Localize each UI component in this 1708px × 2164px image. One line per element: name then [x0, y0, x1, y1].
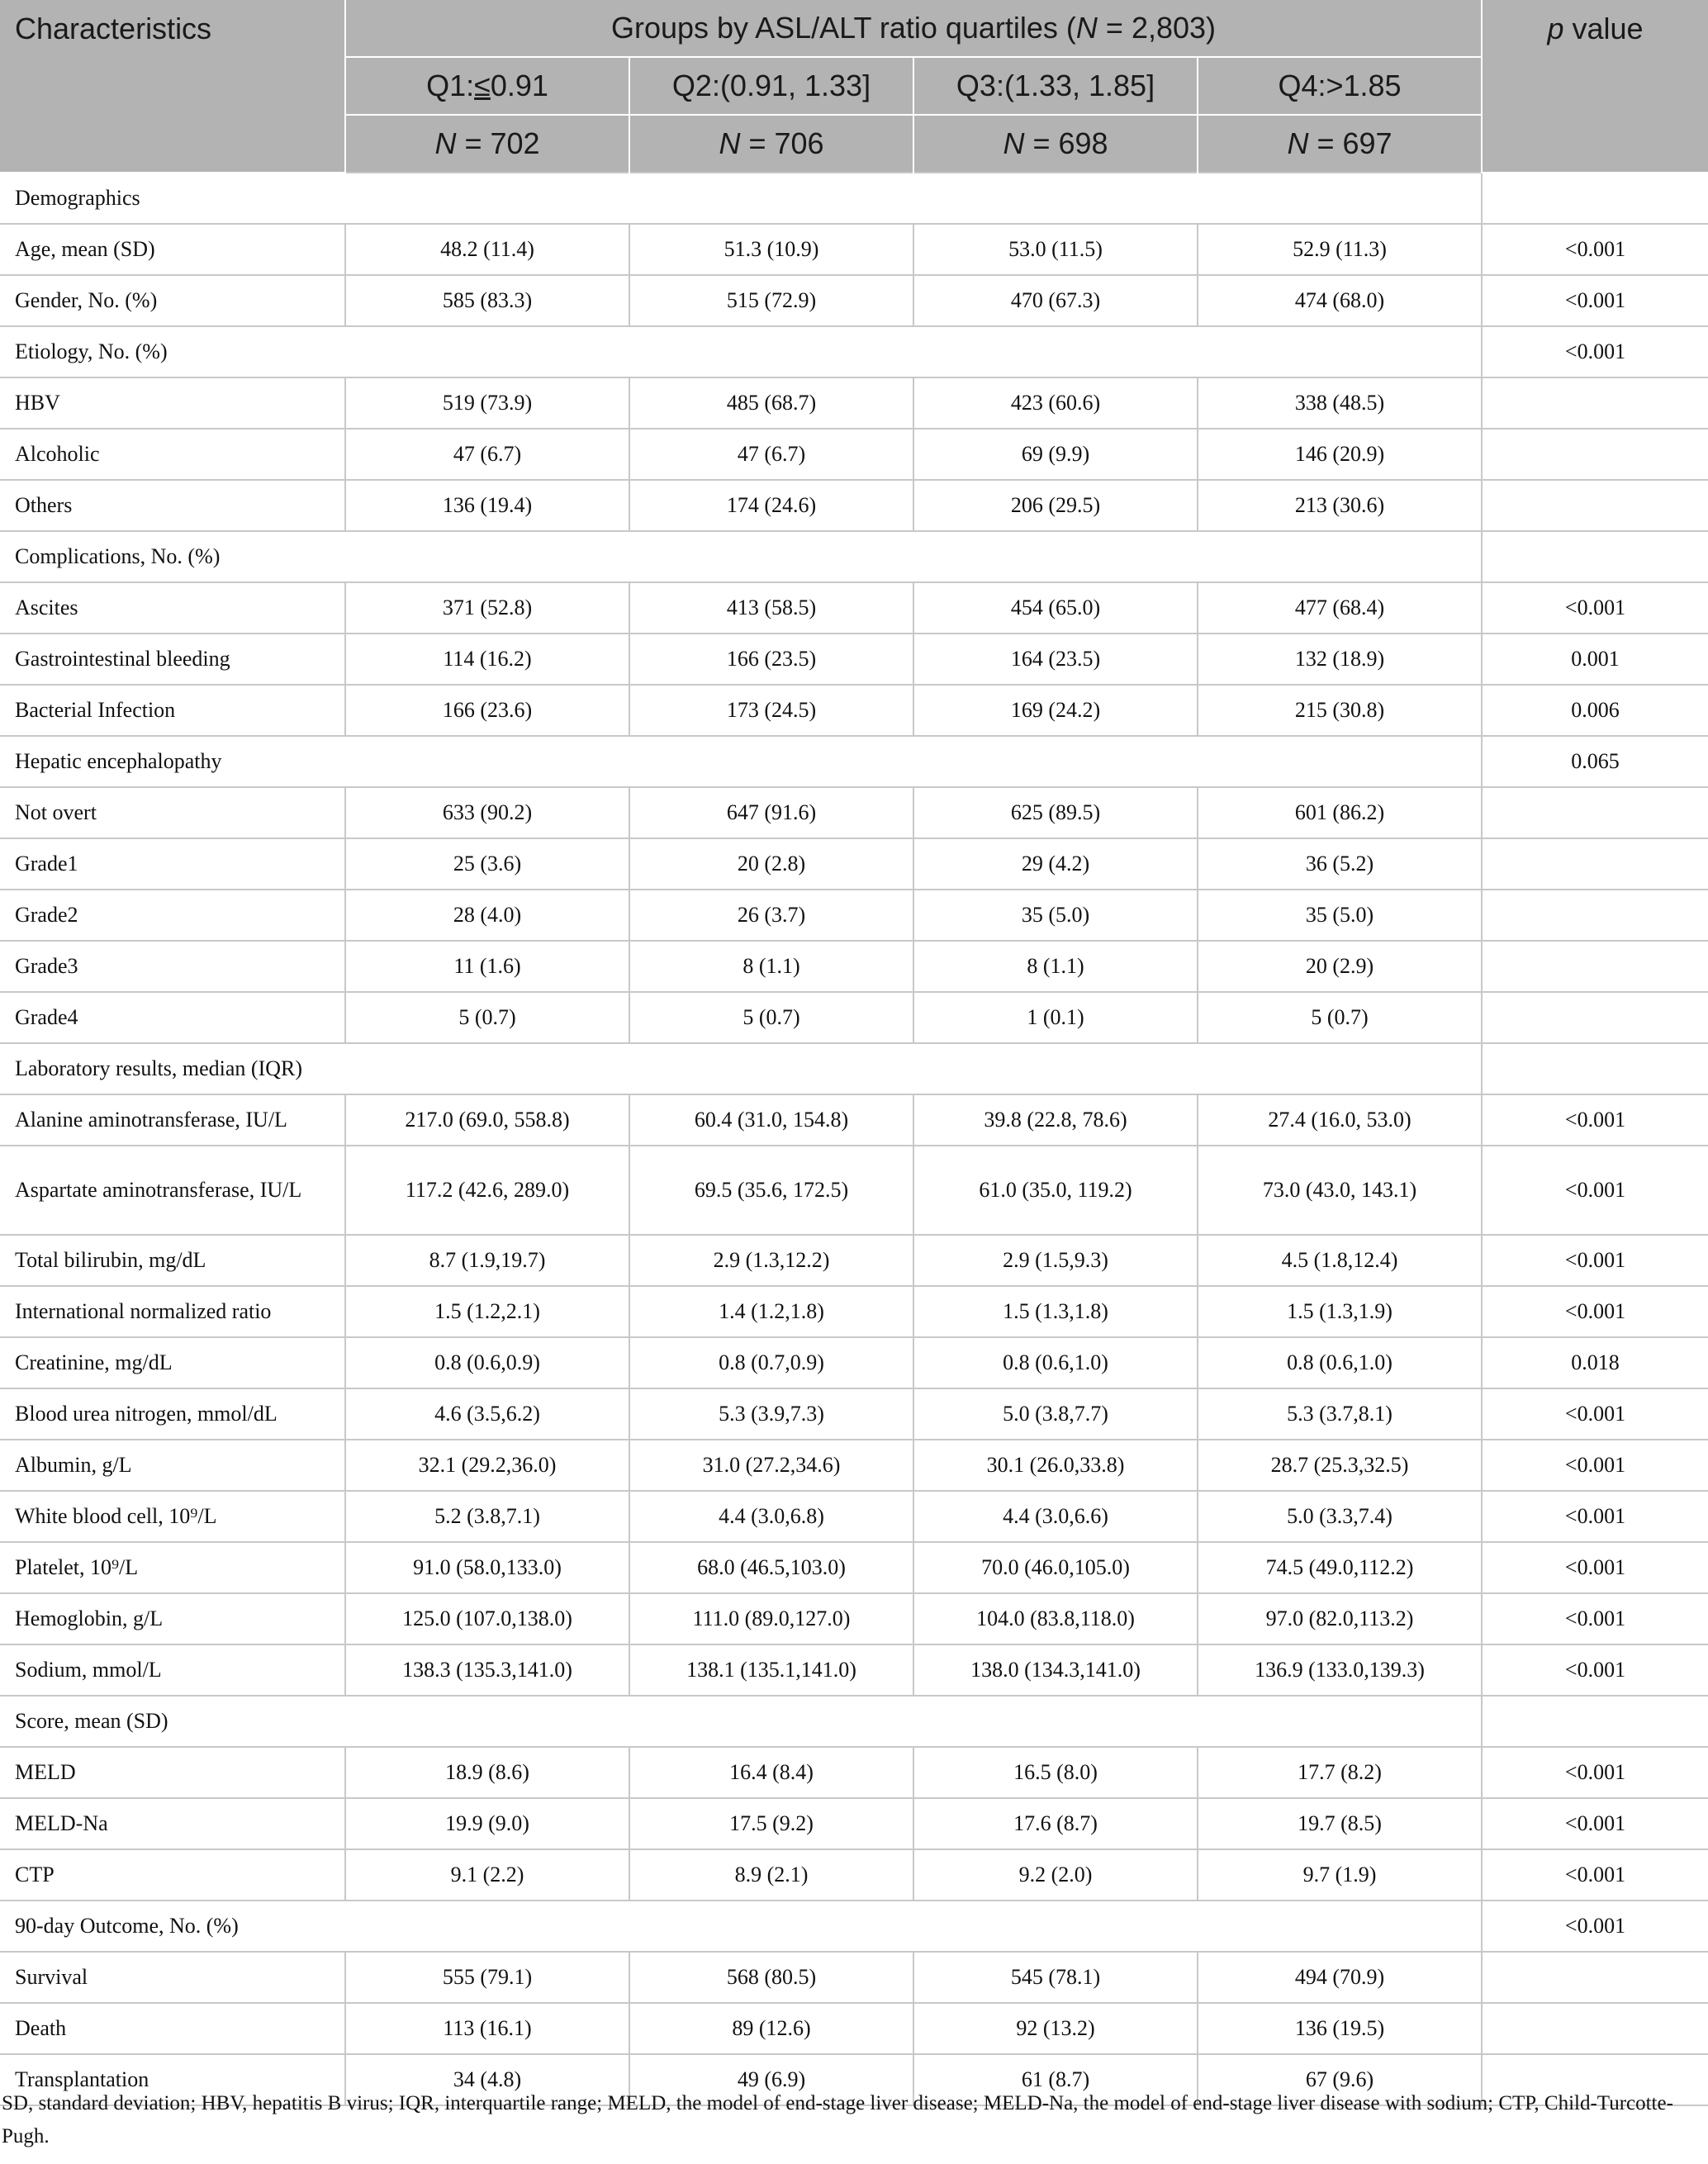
p-value-cell	[1482, 429, 1708, 480]
value-cell-q1: 34 (4.8)	[345, 2054, 629, 2105]
value-cell-q2: 568 (80.5)	[629, 1952, 913, 2003]
table-row	[0, 992, 1708, 1043]
value-cell-q2: 173 (24.5)	[629, 685, 913, 736]
value-cell-q2: 8 (1.1)	[629, 941, 913, 992]
table-row	[0, 1440, 1708, 1491]
value-cell-q1: 91.0 (58.0,133.0)	[345, 1542, 629, 1593]
p-value-cell	[1482, 838, 1708, 890]
value-cell-q2: 2.9 (1.3,12.2)	[629, 1235, 913, 1286]
value-cell-q1: 633 (90.2)	[345, 787, 629, 838]
value-cell-q4: 5 (0.7)	[1198, 992, 1482, 1043]
row-label: Total bilirubin, mg/dL	[0, 1235, 345, 1286]
value-cell-q2: 5.3 (3.9,7.3)	[629, 1388, 913, 1440]
p-value-cell: 0.018	[1482, 1337, 1708, 1388]
row-label: MELD	[0, 1747, 345, 1798]
row-label: Grade1	[0, 838, 345, 890]
value-cell-q1: 25 (3.6)	[345, 838, 629, 890]
value-cell-q2: 1.4 (1.2,1.8)	[629, 1286, 913, 1337]
value-cell-q2: 4.4 (3.0,6.8)	[629, 1491, 913, 1542]
section-row	[0, 326, 1708, 377]
header-quartile-q2: Q2:(0.91, 1.33]	[629, 57, 913, 115]
value-cell-q1: 47 (6.7)	[345, 429, 629, 480]
section-label: Demographics	[0, 173, 1482, 224]
section-row	[0, 531, 1708, 582]
value-cell-q2: 485 (68.7)	[629, 377, 913, 429]
p-value-cell	[1482, 377, 1708, 429]
value-cell-q2: 47 (6.7)	[629, 429, 913, 480]
table-row	[0, 1094, 1708, 1146]
table-row	[0, 2003, 1708, 2054]
section-row	[0, 1901, 1708, 1952]
p-value-cell	[1482, 941, 1708, 992]
value-cell-q3: 138.0 (134.3,141.0)	[913, 1644, 1198, 1696]
table-row	[0, 1747, 1708, 1798]
row-label: Others	[0, 480, 345, 531]
value-cell-q4: 73.0 (43.0, 143.1)	[1198, 1146, 1482, 1235]
value-cell-q4: 28.7 (25.3,32.5)	[1198, 1440, 1482, 1491]
row-label: Grade2	[0, 890, 345, 941]
section-row	[0, 1696, 1708, 1747]
p-value-cell: 0.006	[1482, 685, 1708, 736]
value-cell-q3: 5.0 (3.8,7.7)	[913, 1388, 1198, 1440]
table-row	[0, 634, 1708, 685]
value-cell-q2: 68.0 (46.5,103.0)	[629, 1542, 913, 1593]
p-value-cell: <0.001	[1482, 1542, 1708, 1593]
row-label: White blood cell, 10⁹/L	[0, 1491, 345, 1542]
table-body	[0, 173, 1708, 2105]
value-cell-q4: 20 (2.9)	[1198, 941, 1482, 992]
table-row	[0, 787, 1708, 838]
p-value-cell	[1482, 1696, 1708, 1747]
value-cell-q3: 2.9 (1.5,9.3)	[913, 1235, 1198, 1286]
value-cell-q2: 60.4 (31.0, 154.8)	[629, 1094, 913, 1146]
p-value-cell: <0.001	[1482, 1593, 1708, 1644]
value-cell-q3: 9.2 (2.0)	[913, 1849, 1198, 1901]
table-row	[0, 582, 1708, 634]
header-group-title: Groups by ASL/ALT ratio quartiles (N = 2,803)	[345, 0, 1482, 57]
row-label: Alcoholic	[0, 429, 345, 480]
section-label: 90-day Outcome, No. (%)	[0, 1901, 1482, 1952]
section-row	[0, 736, 1708, 787]
row-label: Albumin, g/L	[0, 1440, 345, 1491]
value-cell-q1: 125.0 (107.0,138.0)	[345, 1593, 629, 1644]
table-row	[0, 1644, 1708, 1696]
section-label: Laboratory results, median (IQR)	[0, 1043, 1482, 1094]
p-value-cell	[1482, 1952, 1708, 2003]
value-cell-q4: 4.5 (1.8,12.4)	[1198, 1235, 1482, 1286]
table-row	[0, 1388, 1708, 1440]
value-cell-q4: 5.3 (3.7,8.1)	[1198, 1388, 1482, 1440]
table-row	[0, 838, 1708, 890]
value-cell-q2: 111.0 (89.0,127.0)	[629, 1593, 913, 1644]
p-value-cell	[1482, 992, 1708, 1043]
value-cell-q1: 8.7 (1.9,19.7)	[345, 1235, 629, 1286]
value-cell-q3: 454 (65.0)	[913, 582, 1198, 634]
p-value-cell	[1482, 480, 1708, 531]
table-row	[0, 377, 1708, 429]
value-cell-q3: 0.8 (0.6,1.0)	[913, 1337, 1198, 1388]
value-cell-q3: 104.0 (83.8,118.0)	[913, 1593, 1198, 1644]
value-cell-q4: 97.0 (82.0,113.2)	[1198, 1593, 1482, 1644]
value-cell-q2: 89 (12.6)	[629, 2003, 913, 2054]
value-cell-q3: 470 (67.3)	[913, 275, 1198, 326]
value-cell-q1: 166 (23.6)	[345, 685, 629, 736]
p-value-cell: <0.001	[1482, 1747, 1708, 1798]
value-cell-q3: 1.5 (1.3,1.8)	[913, 1286, 1198, 1337]
p-value-cell: 0.065	[1482, 736, 1708, 787]
value-cell-q4: 215 (30.8)	[1198, 685, 1482, 736]
value-cell-q2: 31.0 (27.2,34.6)	[629, 1440, 913, 1491]
header-p-value: p value	[1482, 0, 1708, 173]
value-cell-q1: 48.2 (11.4)	[345, 224, 629, 275]
table-row	[0, 1952, 1708, 2003]
row-label: HBV	[0, 377, 345, 429]
p-value-cell: <0.001	[1482, 1491, 1708, 1542]
value-cell-q3: 164 (23.5)	[913, 634, 1198, 685]
row-label: Sodium, mmol/L	[0, 1644, 345, 1696]
value-cell-q3: 423 (60.6)	[913, 377, 1198, 429]
value-cell-q3: 1 (0.1)	[913, 992, 1198, 1043]
p-value-cell: <0.001	[1482, 275, 1708, 326]
value-cell-q3: 625 (89.5)	[913, 787, 1198, 838]
row-label: International normalized ratio	[0, 1286, 345, 1337]
value-cell-q4: 136.9 (133.0,139.3)	[1198, 1644, 1482, 1696]
header-quartile-q1: Q1:≤0.91	[345, 57, 629, 115]
value-cell-q3: 61.0 (35.0, 119.2)	[913, 1146, 1198, 1235]
row-label: Bacterial Infection	[0, 685, 345, 736]
row-label: Gastrointestinal bleeding	[0, 634, 345, 685]
value-cell-q4: 0.8 (0.6,1.0)	[1198, 1337, 1482, 1388]
p-value-cell: <0.001	[1482, 1440, 1708, 1491]
row-label: Transplantation	[0, 2054, 345, 2105]
value-cell-q2: 5 (0.7)	[629, 992, 913, 1043]
table-row	[0, 1798, 1708, 1849]
value-cell-q1: 9.1 (2.2)	[345, 1849, 629, 1901]
value-cell-q1: 11 (1.6)	[345, 941, 629, 992]
value-cell-q2: 69.5 (35.6, 172.5)	[629, 1146, 913, 1235]
p-value-cell: <0.001	[1482, 1146, 1708, 1235]
value-cell-q3: 35 (5.0)	[913, 890, 1198, 941]
value-cell-q3: 545 (78.1)	[913, 1952, 1198, 2003]
p-value-cell	[1482, 2003, 1708, 2054]
value-cell-q1: 217.0 (69.0, 558.8)	[345, 1094, 629, 1146]
header-n-q2: N = 706	[629, 115, 913, 173]
p-value-cell: <0.001	[1482, 1849, 1708, 1901]
value-cell-q1: 5.2 (3.8,7.1)	[345, 1491, 629, 1542]
value-cell-q1: 117.2 (42.6, 289.0)	[345, 1146, 629, 1235]
value-cell-q2: 166 (23.5)	[629, 634, 913, 685]
header-n-q1: N = 702	[345, 115, 629, 173]
value-cell-q4: 494 (70.9)	[1198, 1952, 1482, 2003]
p-value-cell	[1482, 890, 1708, 941]
value-cell-q1: 138.3 (135.3,141.0)	[345, 1644, 629, 1696]
value-cell-q4: 52.9 (11.3)	[1198, 224, 1482, 275]
value-cell-q4: 74.5 (49.0,112.2)	[1198, 1542, 1482, 1593]
table-row	[0, 429, 1708, 480]
value-cell-q2: 138.1 (135.1,141.0)	[629, 1644, 913, 1696]
table-row	[0, 1542, 1708, 1593]
value-cell-q4: 213 (30.6)	[1198, 480, 1482, 531]
table-row	[0, 1146, 1708, 1235]
value-cell-q3: 92 (13.2)	[913, 2003, 1198, 2054]
p-value-cell	[1482, 531, 1708, 582]
row-label: Hemoglobin, g/L	[0, 1593, 345, 1644]
p-value-cell: <0.001	[1482, 1798, 1708, 1849]
value-cell-q4: 19.7 (8.5)	[1198, 1798, 1482, 1849]
row-label: Grade4	[0, 992, 345, 1043]
table-row	[0, 1337, 1708, 1388]
row-label: Blood urea nitrogen, mmol/dL	[0, 1388, 345, 1440]
header-n-q4: N = 697	[1198, 115, 1482, 173]
row-label: Aspartate aminotransferase, IU/L	[0, 1146, 345, 1235]
section-label: Complications, No. (%)	[0, 531, 1482, 582]
value-cell-q1: 113 (16.1)	[345, 2003, 629, 2054]
p-value-cell: <0.001	[1482, 224, 1708, 275]
value-cell-q4: 17.7 (8.2)	[1198, 1747, 1482, 1798]
value-cell-q2: 20 (2.8)	[629, 838, 913, 890]
value-cell-q4: 136 (19.5)	[1198, 2003, 1482, 2054]
p-value-cell: <0.001	[1482, 1286, 1708, 1337]
value-cell-q2: 8.9 (2.1)	[629, 1849, 913, 1901]
value-cell-q1: 1.5 (1.2,2.1)	[345, 1286, 629, 1337]
table-row	[0, 1491, 1708, 1542]
value-cell-q4: 477 (68.4)	[1198, 582, 1482, 634]
value-cell-q4: 338 (48.5)	[1198, 377, 1482, 429]
value-cell-q1: 18.9 (8.6)	[345, 1747, 629, 1798]
value-cell-q1: 114 (16.2)	[345, 634, 629, 685]
row-label: Grade3	[0, 941, 345, 992]
row-label: Age, mean (SD)	[0, 224, 345, 275]
row-label: Not overt	[0, 787, 345, 838]
row-label: Death	[0, 2003, 345, 2054]
value-cell-q2: 26 (3.7)	[629, 890, 913, 941]
p-value-cell: 0.001	[1482, 634, 1708, 685]
section-label: Hepatic encephalopathy	[0, 736, 1482, 787]
row-label: MELD-Na	[0, 1798, 345, 1849]
value-cell-q1: 585 (83.3)	[345, 275, 629, 326]
header-quartile-q4: Q4:>1.85	[1198, 57, 1482, 115]
row-label: Creatinine, mg/dL	[0, 1337, 345, 1388]
row-label: Survival	[0, 1952, 345, 2003]
value-cell-q1: 371 (52.8)	[345, 582, 629, 634]
value-cell-q4: 27.4 (16.0, 53.0)	[1198, 1094, 1482, 1146]
value-cell-q3: 53.0 (11.5)	[913, 224, 1198, 275]
header-characteristics: Characteristics	[0, 0, 345, 173]
value-cell-q1: 136 (19.4)	[345, 480, 629, 531]
table-row	[0, 941, 1708, 992]
value-cell-q2: 49 (6.9)	[629, 2054, 913, 2105]
value-cell-q2: 17.5 (9.2)	[629, 1798, 913, 1849]
value-cell-q4: 474 (68.0)	[1198, 275, 1482, 326]
row-label: Platelet, 10⁹/L	[0, 1542, 345, 1593]
value-cell-q1: 0.8 (0.6,0.9)	[345, 1337, 629, 1388]
row-label: Ascites	[0, 582, 345, 634]
value-cell-q1: 555 (79.1)	[345, 1952, 629, 2003]
p-value-cell	[1482, 173, 1708, 224]
value-cell-q4: 5.0 (3.3,7.4)	[1198, 1491, 1482, 1542]
table-row	[0, 1593, 1708, 1644]
p-value-cell: <0.001	[1482, 1644, 1708, 1696]
value-cell-q2: 413 (58.5)	[629, 582, 913, 634]
table-row	[0, 1849, 1708, 1901]
p-value-cell: <0.001	[1482, 1388, 1708, 1440]
value-cell-q2: 174 (24.6)	[629, 480, 913, 531]
section-label: Etiology, No. (%)	[0, 326, 1482, 377]
value-cell-q3: 69 (9.9)	[913, 429, 1198, 480]
p-value-cell: <0.001	[1482, 1901, 1708, 1952]
value-cell-q3: 70.0 (46.0,105.0)	[913, 1542, 1198, 1593]
value-cell-q2: 515 (72.9)	[629, 275, 913, 326]
value-cell-q3: 17.6 (8.7)	[913, 1798, 1198, 1849]
value-cell-q4: 601 (86.2)	[1198, 787, 1482, 838]
value-cell-q3: 16.5 (8.0)	[913, 1747, 1198, 1798]
value-cell-q2: 16.4 (8.4)	[629, 1747, 913, 1798]
p-value-cell	[1482, 787, 1708, 838]
p-value-cell: <0.001	[1482, 1235, 1708, 1286]
value-cell-q3: 4.4 (3.0,6.6)	[913, 1491, 1198, 1542]
value-cell-q1: 5 (0.7)	[345, 992, 629, 1043]
value-cell-q3: 8 (1.1)	[913, 941, 1198, 992]
table-row	[0, 480, 1708, 531]
section-row	[0, 1043, 1708, 1094]
table-row	[0, 1286, 1708, 1337]
value-cell-q4: 36 (5.2)	[1198, 838, 1482, 890]
table-header	[0, 0, 1708, 173]
header-n-q3: N = 698	[913, 115, 1198, 173]
p-value-cell	[1482, 1043, 1708, 1094]
value-cell-q4: 1.5 (1.3,1.9)	[1198, 1286, 1482, 1337]
table-footnote: SD, standard deviation; HBV, hepatitis B virus; IQR, interquartile range; MELD, the model of end-stage liver disease; MELD-Na, the model of end-stage liver disease with sodium; CTP, Child-Turcotte-Pugh.	[2, 2092, 1673, 2147]
section-label: Score, mean (SD)	[0, 1696, 1482, 1747]
value-cell-q3: 30.1 (26.0,33.8)	[913, 1440, 1198, 1491]
table-row	[0, 1235, 1708, 1286]
value-cell-q1: 19.9 (9.0)	[345, 1798, 629, 1849]
value-cell-q1: 32.1 (29.2,36.0)	[345, 1440, 629, 1491]
value-cell-q2: 51.3 (10.9)	[629, 224, 913, 275]
row-label: CTP	[0, 1849, 345, 1901]
value-cell-q4: 146 (20.9)	[1198, 429, 1482, 480]
value-cell-q1: 4.6 (3.5,6.2)	[345, 1388, 629, 1440]
table-row	[0, 275, 1708, 326]
p-value-cell: <0.001	[1482, 582, 1708, 634]
value-cell-q2: 0.8 (0.7,0.9)	[629, 1337, 913, 1388]
value-cell-q3: 39.8 (22.8, 78.6)	[913, 1094, 1198, 1146]
value-cell-q4: 9.7 (1.9)	[1198, 1849, 1482, 1901]
table-row	[0, 890, 1708, 941]
table-row	[0, 685, 1708, 736]
value-cell-q2: 647 (91.6)	[629, 787, 913, 838]
value-cell-q3: 29 (4.2)	[913, 838, 1198, 890]
table-row	[0, 224, 1708, 275]
section-row	[0, 173, 1708, 224]
value-cell-q4: 67 (9.6)	[1198, 2054, 1482, 2105]
value-cell-q1: 28 (4.0)	[345, 890, 629, 941]
p-value-cell: <0.001	[1482, 326, 1708, 377]
header-quartile-q3: Q3:(1.33, 1.85]	[913, 57, 1198, 115]
row-label: Alanine aminotransferase, IU/L	[0, 1094, 345, 1146]
row-label: Gender, No. (%)	[0, 275, 345, 326]
value-cell-q4: 132 (18.9)	[1198, 634, 1482, 685]
value-cell-q3: 169 (24.2)	[913, 685, 1198, 736]
value-cell-q3: 206 (29.5)	[913, 480, 1198, 531]
value-cell-q1: 519 (73.9)	[345, 377, 629, 429]
value-cell-q4: 35 (5.0)	[1198, 890, 1482, 941]
p-value-cell: <0.001	[1482, 1094, 1708, 1146]
value-cell-q3: 61 (8.7)	[913, 2054, 1198, 2105]
